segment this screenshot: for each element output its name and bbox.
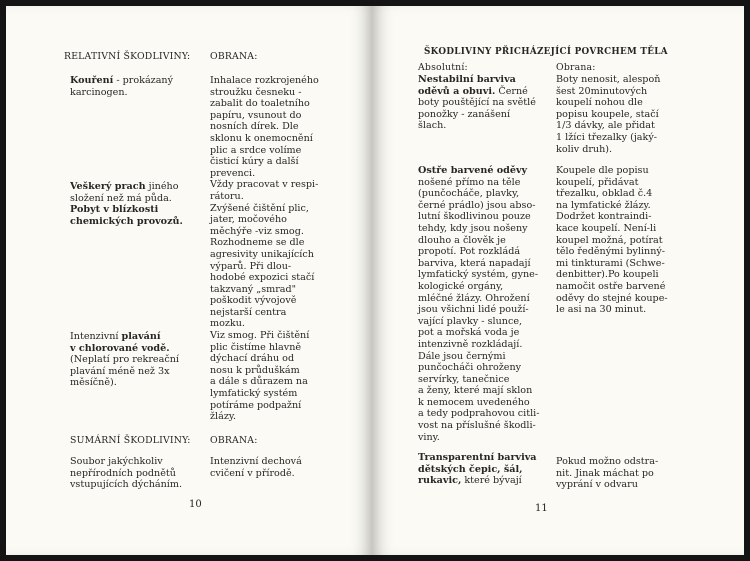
smoking-term: Kouření <box>70 75 114 86</box>
absolute-heading: Absolutní: <box>418 62 468 73</box>
swimming-text: (Neplatí pro rekreační plavání méně než 3x měsíčně). <box>70 354 179 389</box>
right-page <box>372 6 744 555</box>
page-number-left: 10 <box>189 499 202 510</box>
summary-text: Soubor jakýchkoliv nepřírodních podnětů vstupujících dýcháním. <box>70 456 183 491</box>
section-title: ŠKODLIVINY PŘICHÁZEJÍCÍ POVRCHEM TĚLA <box>424 47 668 57</box>
transparent-dyes-defense: Pokud možno odstra- nit. Jinak máchat po vyprání v odvaru <box>556 456 659 491</box>
unstable-dyes-term: Nestabilní barviva oděvů a obuvi. <box>418 74 516 97</box>
dust-entry <box>70 181 179 204</box>
transparent-dyes-term: Transparentní barviva dětských čepic, šál, rukavic, <box>418 452 537 487</box>
relative-heading: RELATIVNÍ ŠKODLIVINY: <box>64 51 191 62</box>
defense-heading-right: Obrana: <box>556 62 596 73</box>
bright-clothes-term: Ostře barvené oděvy <box>418 165 528 176</box>
unstable-dyes-entry <box>418 74 536 132</box>
bright-clothes-text: nošené přímo na těle (punčocháče, plavky, černé prádlo) jsou abso- lutní škodlivinou pouze tehdy, kdy jsou nošeny dlouho a člověk je propotí. Pot rozkládá barviva, která napadají lymfatický systém, gyne- kologické orgány, mléčné žlázy. Ohrožení jsou všichni lidé použí- vající plavky - slunce, pot a mořská voda je intenzivně rozkládají. Dále jsou černými punčocháči ohroženy servírky, tanečnice a ženy, které mají sklon k nemocem uvedeného a tedy podprahovou citli- vost na příslušné škodli- viny. <box>418 176 540 443</box>
smoking-text: - prokázaný karcinogen. <box>70 75 174 98</box>
smoking-entry <box>70 75 173 98</box>
summary-defense-heading: OBRANA: <box>210 435 258 446</box>
chemical-term: Pobyt v blízkosti chemických provozů. <box>70 204 183 227</box>
unstable-dyes-defense: Boty nenosit, alespoň šest 20minutových koupelí nohou dle popisu koupele, stačí 1/3 dávky, ale přidat 1 lžíci třezalky (jaký- koliv druh). <box>556 74 661 155</box>
bright-clothes-entry <box>418 165 539 443</box>
defense-heading: OBRANA: <box>210 51 258 62</box>
swimming-pre: Intenzivní <box>70 331 122 342</box>
swimming-entry <box>70 331 179 389</box>
left-page <box>6 6 372 555</box>
chemical-entry <box>70 204 183 227</box>
dust-term: Veškerý prach <box>70 181 146 192</box>
smoking-defense: Inhalace rozkrojeného stroužku česneku - zabalit do toaletního papíru, vsunout do nosních dírek. Dle sklonu k onemocnění plic a srdce volíme čisticí kúry a další prevenci. Vždy pracovat v respi- rátoru. Zvýšené čištění plic, jater, močového měchýře -viz smog. Rozhodneme se dle agresivity unikajících výparů. Při dlou- hodobé expozici stačí takzvaný „smrad" poškodit vývojově nejstarší centra mozku. Viz smog. Při čištění plic čistíme hlavně dýchací dráhu od nosu k průduškám a dále s důrazem na lymfatický systém potíráme podpažní žlázy. <box>210 75 319 423</box>
page-number-right: 11 <box>535 503 548 514</box>
summary-heading: SUMÁRNÍ ŠKODLIVINY: <box>70 435 191 446</box>
transparent-dyes-text: které bývají <box>461 475 522 487</box>
swimming-term: plavání v chlorované vodě. <box>70 331 170 354</box>
transparent-dyes-entry <box>418 452 537 487</box>
unstable-dyes-text: Černé boty pouštějící na světlé ponožky - zanášení šlach. <box>418 85 536 132</box>
dust-text: jiného složení než má půda. <box>70 181 179 204</box>
summary-defense: Intenzivní dechová cvičení v přírodě. <box>210 456 302 479</box>
bright-clothes-defense: Koupele dle popisu koupelí, přidávat třezalku, obklad č.4 na lymfatické žlázy. Dodržet kontraindi- kace koupelí. Není-li koupel možná, potírat tělo ředěnými bylinný- mi tinkturami (Schwe- denbitter).Po koupeli namočit ostře barvené oděvy do stejné koupe- le asi na 30 minut. <box>556 165 668 316</box>
